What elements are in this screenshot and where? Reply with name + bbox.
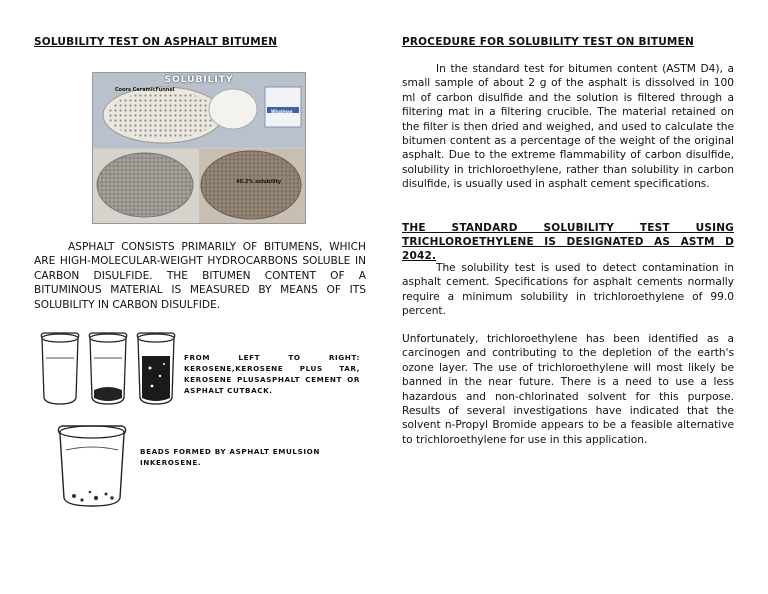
photo-title: SOLUBILITY [164, 75, 234, 85]
solubility-photo [92, 72, 306, 224]
solubility-test-paragraph [402, 261, 734, 319]
left-paragraph-text: ASPHALT CONSISTS PRIMARILY OF BITUMENS, WHICH ARE HIGH-MOLECULAR-WEIGHT HYDROCARBONS SOLUBLE IN CARBON DISULFIDE. THE BITUMEN CONTENT OF A BITUMINOUS MATERIAL IS MEASURED BY MEANS OF ITS SOLUBILITY IN CARBON DISULFIDE. [34, 241, 366, 311]
beads-beaker-illustration [52, 420, 132, 510]
beakers-caption: FROM LEFT TO RIGHT: KEROSENE,KEROSENE PLUS TAR, KEROSENE PLUSASPHALT CEMENT OR ASPHALT CUTBACK. [184, 353, 360, 395]
result-label: 40.2% solubility [236, 179, 282, 185]
three-beakers-illustration [34, 328, 184, 408]
box-label: Whatman [271, 109, 293, 114]
trichloroethylene-paragraph: Unfortunately, trichloroethylene has been identified as a carcinogen and contributing to the depletion of the earth's ozone layer. The use of trichloroethylene will most likely be banned in the near future. There is a need to use a less hazardous and non-chlorinated solvent for this purpose. Results of several investigations have indicated that the solvent n-Propyl Bromide appears to be a feasible alternative to trichloroethylene for use in this application. [402, 333, 734, 446]
procedure-paragraph [402, 62, 734, 192]
funnel-label: Coors CeramicFunnel [115, 87, 175, 93]
left-paragraph [34, 240, 366, 312]
left-heading: SOLUBILITY TEST ON ASPHALT BITUMEN [34, 36, 278, 48]
right-heading-procedure: PROCEDURE FOR SOLUBILITY TEST ON BITUMEN [402, 36, 694, 48]
procedure-paragraph-text: In the standard test for bitumen content (ASTM D4), a small sample of about 2 g of the asphalt is dissolved in 100 ml of carbon disulfide and the solution is filtered through a filtering mat in a filtering crucible. The material retained on the filter is then dried and weighed, and used to calculate the bitumen content as a percentage of the weight of the original asphalt. Due to the extreme flammability of carbon disulfide, solubility in trichloroethylene, rather than solubility in carbon disulfide, is usually used in asphalt cement specifications. [402, 63, 734, 191]
astm-heading: THE STANDARD SOLUBILITY TEST USING TRICHLOROETHYLENE IS DESIGNATED AS ASTM D 2042. [402, 222, 734, 262]
solubility-test-paragraph-text: The solubility test is used to detect contamination in asphalt cement. Specifications for asphalt cements normally require a minimum solubility in trichloroethylene of 99.0 percent. [402, 262, 734, 318]
solubility-photo-illustration [93, 73, 305, 223]
beads-caption: BEADS FORMED BY ASPHALT EMULSION INKEROSENE. [140, 447, 320, 467]
